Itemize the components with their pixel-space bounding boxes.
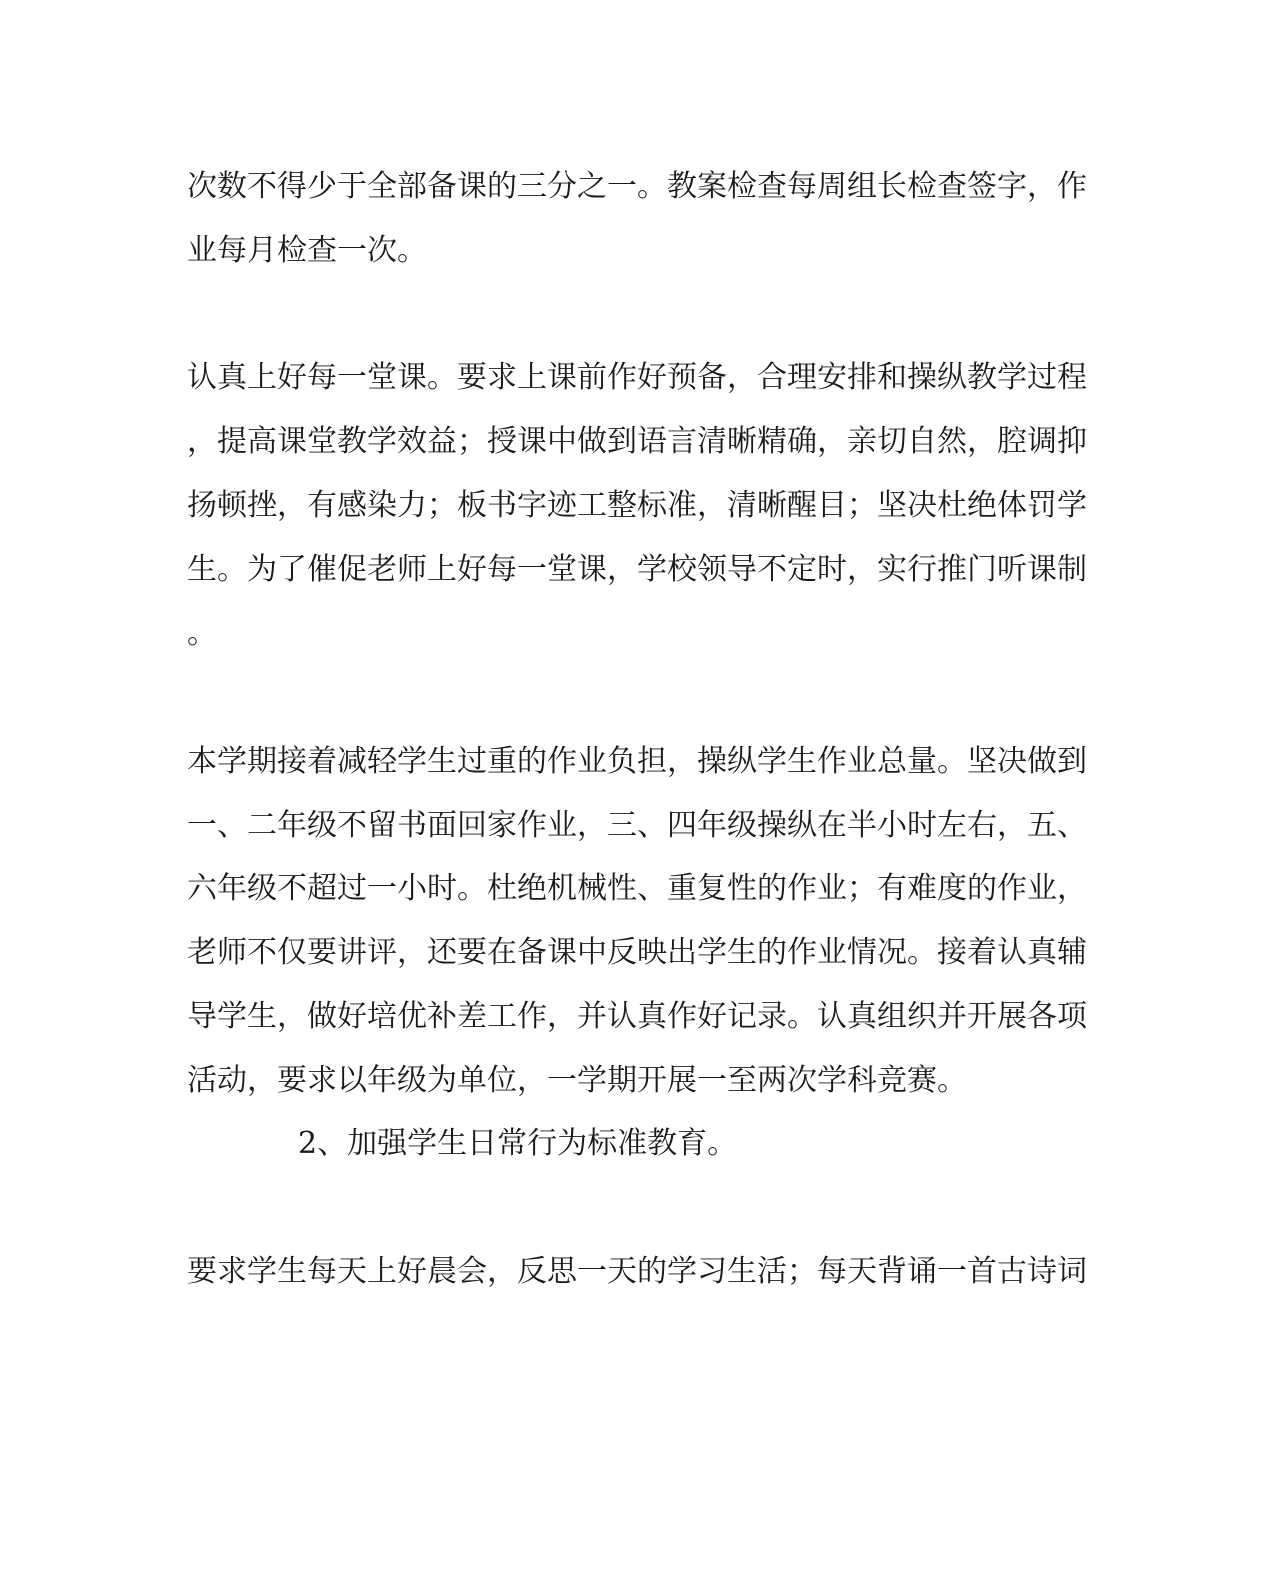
paragraph-line: 一、二年级不留书面回家作业，三、四年级操纵在半小时左右，五、 [187,808,1087,843]
paragraph-line: 生。为了催促老师上好每一堂课，学校领导不定时，实行推门听课制 [187,552,1087,587]
paragraph-line: 老师不仅要讲评，还要在备课中反映出学生的作业情况。接着认真辅 [187,935,1087,970]
paragraph-line: 。 [187,616,217,651]
paragraph-line: 扬顿挫，有感染力；板书字迹工整标准，清晰醒目；坚决杜绝体罚学 [187,488,1087,523]
section-heading: 2、加强学生日常行为标准教育。 [298,1126,738,1161]
paragraph-line: 业每月检查一次。 [187,233,427,268]
paragraph-line: 活动，要求以年级为单位，一学期开展一至两次学科竞赛。 [187,1063,967,1098]
paragraph-line: 次数不得少于全部备课的三分之一。教案检查每周组长检查签字，作 [187,169,1087,204]
paragraph-line: 导学生，做好培优补差工作，并认真作好记录。认真组织并开展各项 [187,999,1087,1034]
paragraph-line: 六年级不超过一小时。杜绝机械性、重复性的作业；有难度的作业， [187,871,1087,906]
paragraph-line: ，提高课堂教学效益；授课中做到语言清晰精确，亲切自然，腔调抑 [187,424,1087,459]
paragraph-line: 认真上好每一堂课。要求上课前作好预备，合理安排和操纵教学过程 [187,360,1087,395]
paragraph-line: 要求学生每天上好晨会，反思一天的学习生活；每天背诵一首古诗词 [187,1254,1087,1289]
paragraph-line: 本学期接着减轻学生过重的作业负担，操纵学生作业总量。坚决做到 [187,744,1087,779]
